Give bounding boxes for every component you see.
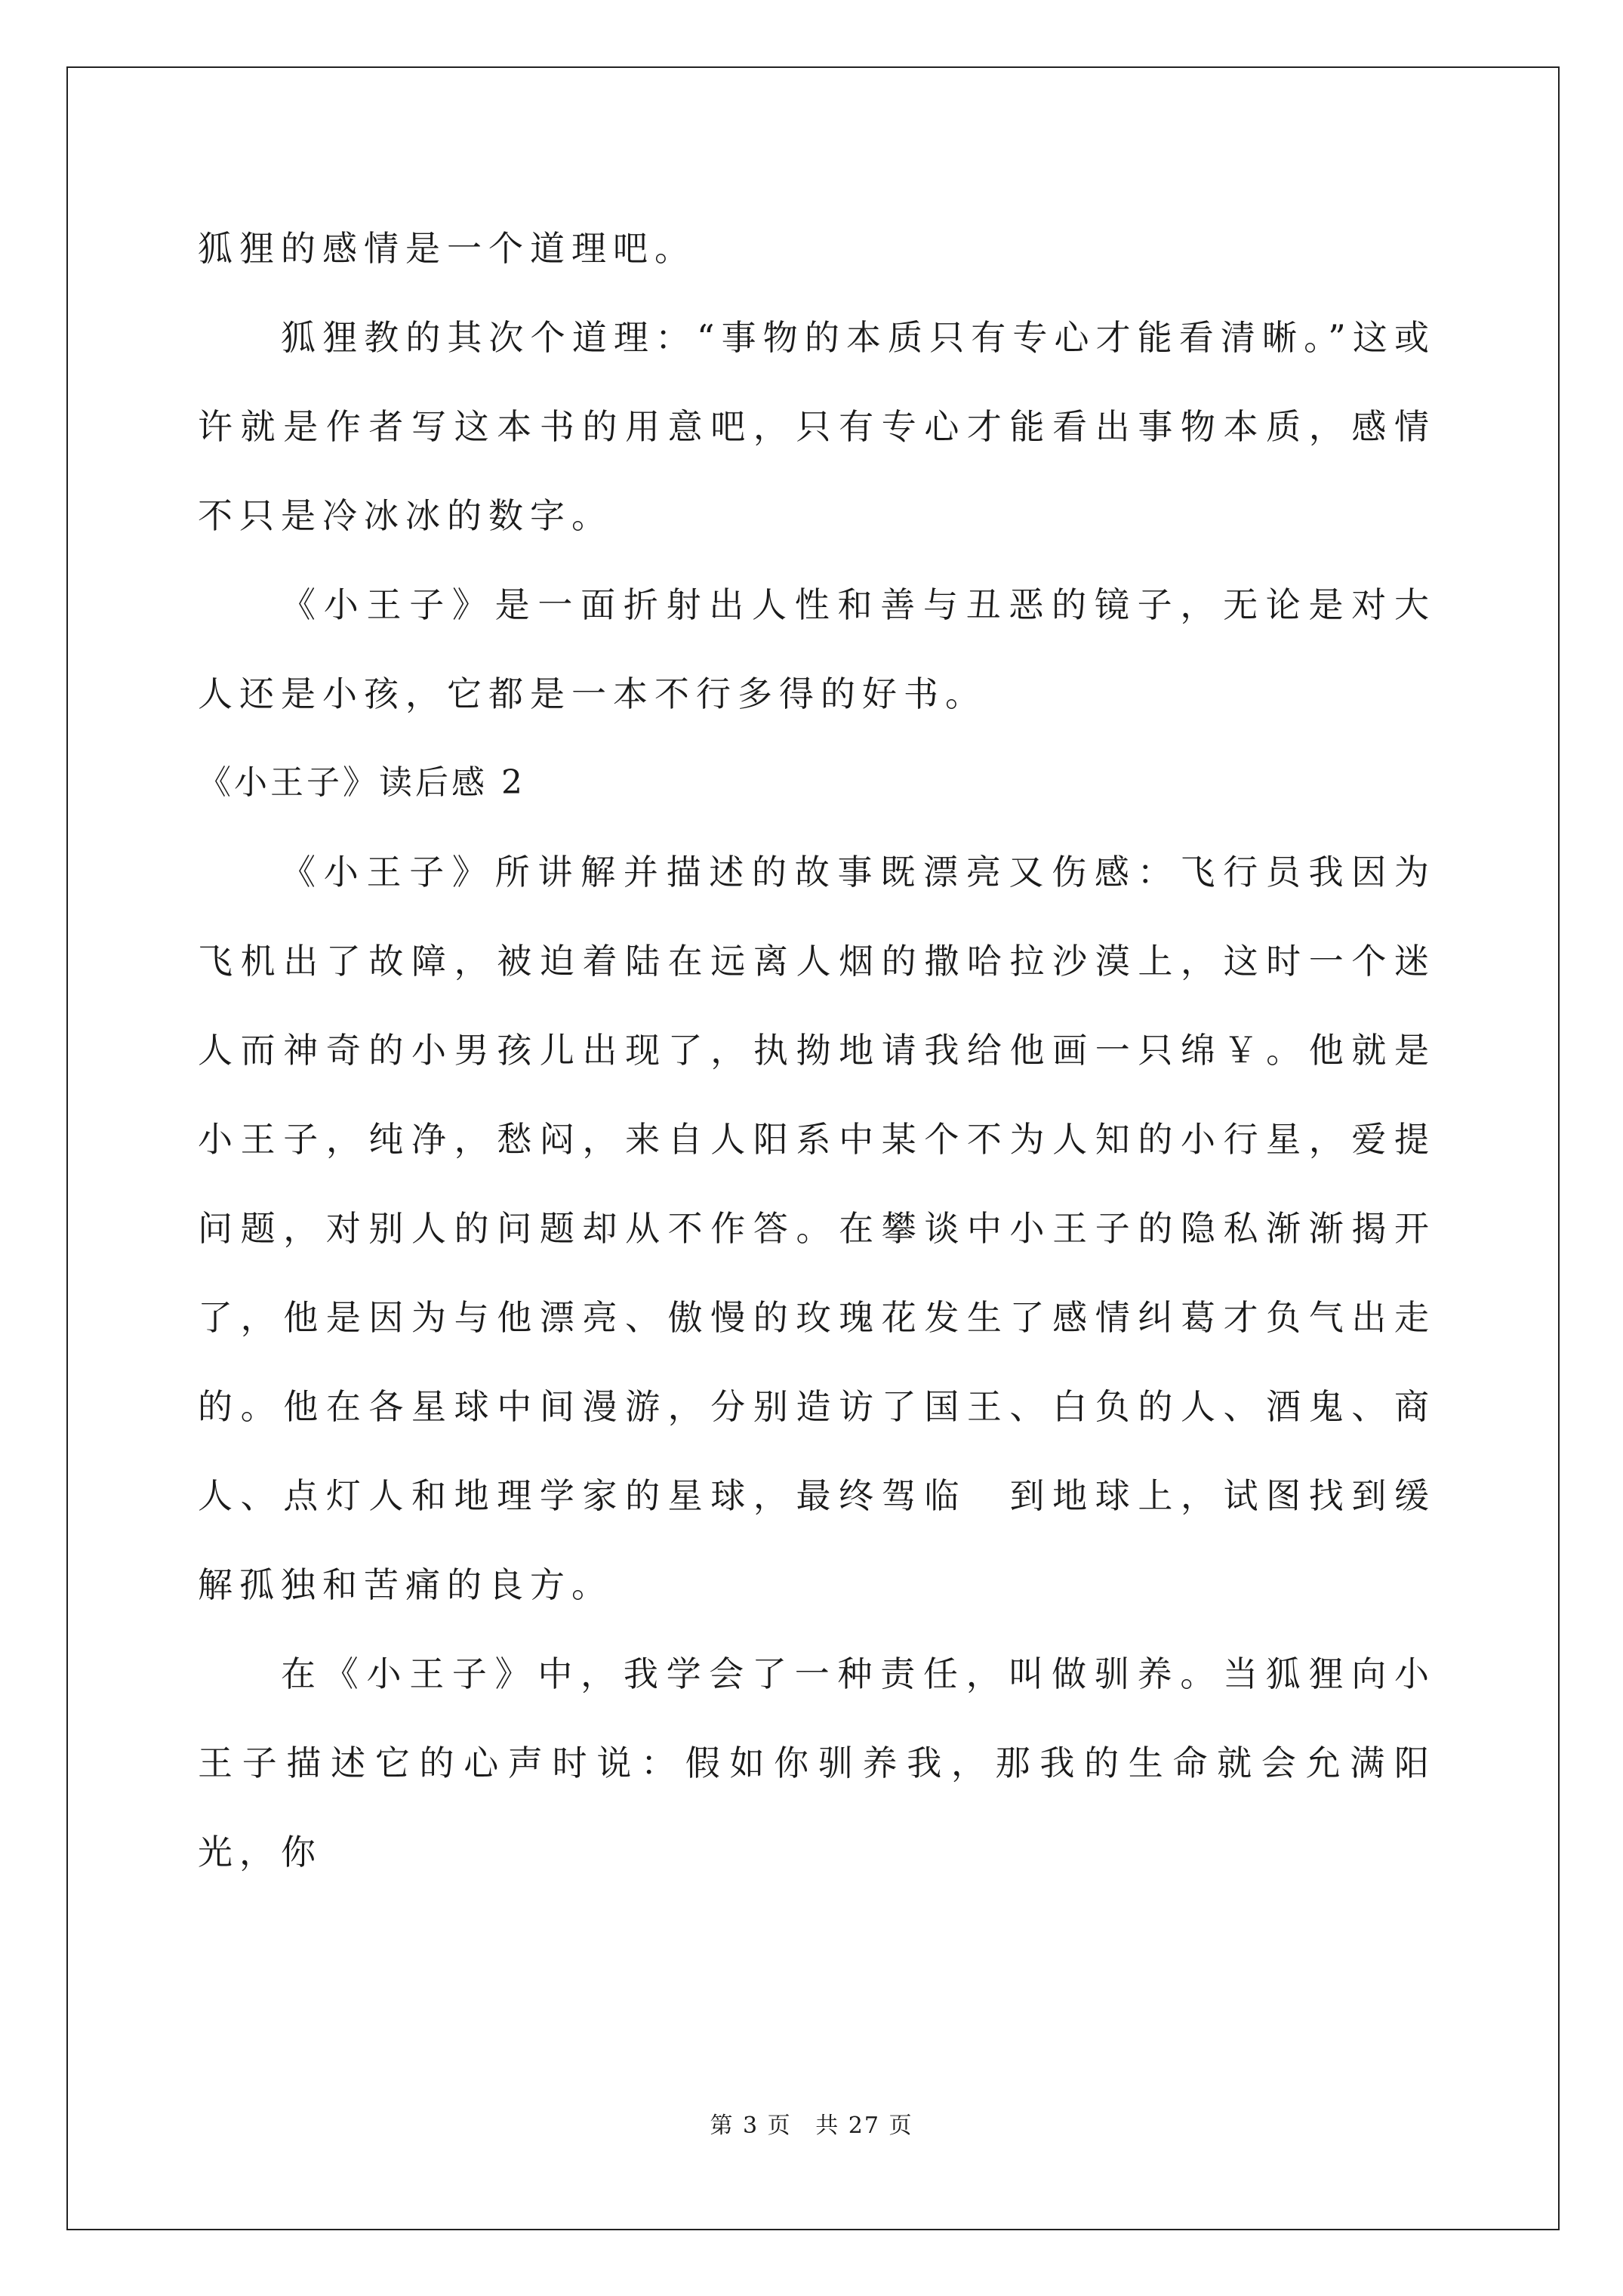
page-number: 第 3 页 [710,2113,792,2139]
paragraph: 《小王子》所讲解并描述的故事既漂亮又伤感：飞行员我因为飞机出了故障，被迫着陆在远离人烟的撒哈拉沙漠上，这时一个迷人而神奇的小男孩儿出现了，执拗地请我给他画一只绵￥。他就是小王子，纯净，愁闷，来自人阳系中某个不为人知的小行星，爱提问题，对别人的问题却从不作答。在攀谈中小王子的隐私渐渐揭开了，他是因为与他漂亮、傲慢的玫瑰花发生了感情纠葛才负气出走的。他在各星球中间漫游，分别造访了国王、白负的人、酒鬼、商人、点灯人和地理学家的星球，最终驾临 到地球上，试图找到缓解孤独和苦痛的良方。 [198,852,1436,1605]
paragraph: 《小王子》是一面折射出人性和善与丑恶的镜子，无论是对大人还是小孩，它都是一本不行多得的好书。 [198,584,1436,714]
page-total: 共 27 页 [815,2113,913,2139]
paragraph-continuation: 狐狸的感情是一个道理吧。 [198,228,696,269]
section-heading: 《小王子》读后感 2 [198,763,525,802]
paragraph: 在《小王子》中，我学会了一种责任，叫做驯养。当狐狸向小王子描述它的心声时说：假如你驯养我，那我的生命就会允满阳光，你 [198,1653,1436,1872]
document-body [198,204,1436,1897]
page-footer [0,2106,1623,2140]
paragraph: 狐狸教的其次个道理：“事物的本质只有专心才能看清晰。”这或许就是作者写这本书的用意吧，只有专心才能看出事物本质，感情不只是冷冰冰的数字。 [198,317,1436,536]
